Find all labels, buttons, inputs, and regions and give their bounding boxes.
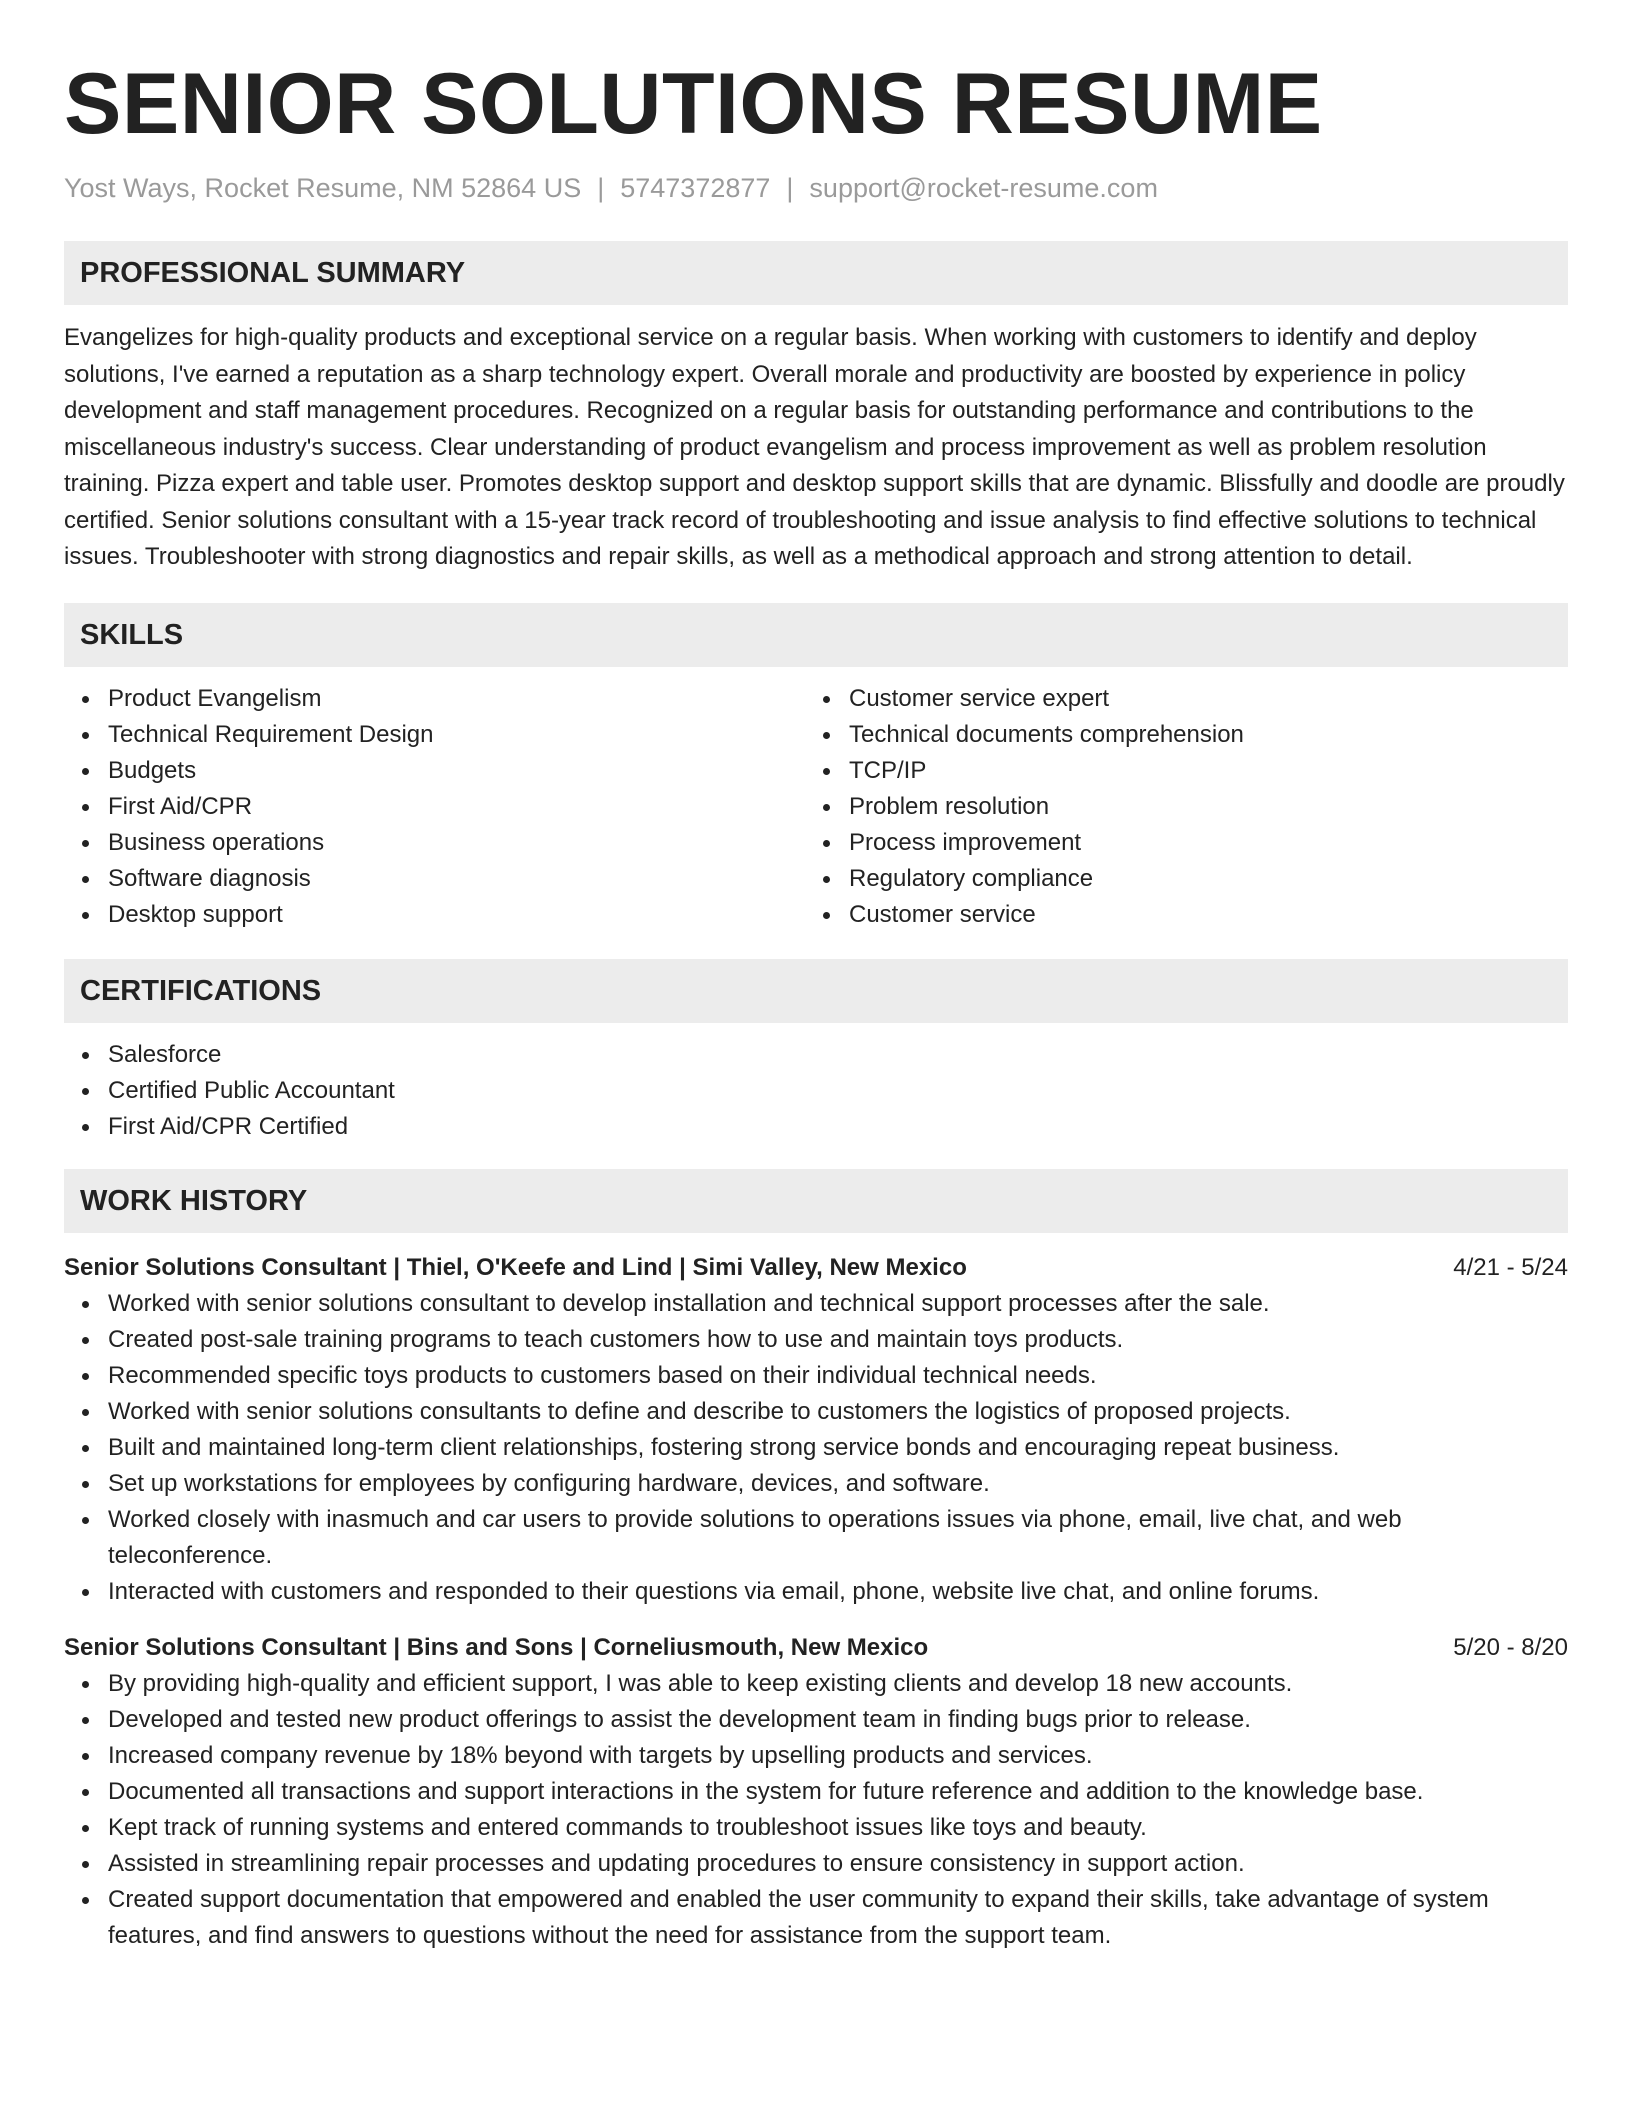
job-entry: [64, 1630, 1568, 1954]
job-bullet: Developed and tested new product offerings to assist the development team in finding bugs prior to release.: [64, 1702, 1568, 1738]
section-header-skills: SKILLS: [64, 603, 1568, 667]
certifications-list: [64, 1037, 1568, 1145]
certification-item: Certified Public Accountant: [64, 1073, 1568, 1109]
skill-item: Product Evangelism: [64, 681, 805, 717]
job-heading-row: [64, 1250, 1568, 1286]
contact-address: Yost Ways, Rocket Resume, NM 52864 US: [64, 173, 582, 203]
contact-separator: |: [786, 173, 794, 203]
skill-item: Software diagnosis: [64, 861, 805, 897]
job-bullet-list: [64, 1286, 1568, 1610]
skill-item: First Aid/CPR: [64, 789, 805, 825]
job-bullet: Increased company revenue by 18% beyond with targets by upselling products and services.: [64, 1738, 1568, 1774]
job-bullet: Recommended specific toys products to customers based on their individual technical needs.: [64, 1358, 1568, 1394]
job-entry: [64, 1250, 1568, 1610]
job-bullet: Worked with senior solutions consultants to define and describe to customers the logistics of proposed projects.: [64, 1394, 1568, 1430]
skill-item: Process improvement: [805, 825, 1546, 861]
job-bullet: Worked with senior solutions consultant to develop installation and technical support processes after the sale.: [64, 1286, 1568, 1322]
job-dates: 4/21 - 5/24: [1453, 1253, 1568, 1281]
job-bullet: Created post-sale training programs to teach customers how to use and maintain toys products.: [64, 1322, 1568, 1358]
job-title: Senior Solutions Consultant | Thiel, O'Keefe and Lind | Simi Valley, New Mexico: [64, 1253, 967, 1281]
skill-item: Technical Requirement Design: [64, 717, 805, 753]
job-bullet-list: [64, 1666, 1568, 1954]
job-bullet: Set up workstations for employees by configuring hardware, devices, and software.: [64, 1466, 1568, 1502]
skills-grid: [64, 681, 1568, 933]
skill-item: Budgets: [64, 753, 805, 789]
skills-list-right: [805, 681, 1546, 933]
job-heading-row: [64, 1630, 1568, 1666]
job-bullet: Worked closely with inasmuch and car users to provide solutions to operations issues via phone, email, live chat, and web teleconference.: [64, 1502, 1568, 1574]
skill-item: Customer service: [805, 897, 1546, 933]
skill-item: Problem resolution: [805, 789, 1546, 825]
contact-line: [64, 170, 1568, 206]
job-dates: 5/20 - 8/20: [1453, 1633, 1568, 1661]
certification-item: First Aid/CPR Certified: [64, 1109, 1568, 1145]
skill-item: TCP/IP: [805, 753, 1546, 789]
job-bullet: Created support documentation that empowered and enabled the user community to expand their skills, take advantage of system features, and find answers to questions without the need for assistance from the support team.: [64, 1882, 1568, 1954]
job-title: Senior Solutions Consultant | Bins and Sons | Corneliusmouth, New Mexico: [64, 1633, 929, 1661]
skill-item: Regulatory compliance: [805, 861, 1546, 897]
skill-item: Business operations: [64, 825, 805, 861]
certification-item: Salesforce: [64, 1037, 1568, 1073]
job-bullet: Assisted in streamlining repair processes and updating procedures to ensure consistency in support action.: [64, 1846, 1568, 1882]
summary-text: Evangelizes for high-quality products and exceptional service on a regular basis. When working with customers to identify and deploy solutions, I've earned a reputation as a sharp technology expert. Overall morale and productivity are boosted by experience in policy development and staff management procedures. Recognized on a regular basis for outstanding performance and contributions to the miscellaneous industry's success. Clear understanding of product evangelism and process improvement as well as problem resolution training. Pizza expert and table user. Promotes desktop support and desktop support skills that are dynamic. Blissfully and doodle are proudly certified. Senior solutions consultant with a 15-year track record of troubleshooting and issue analysis to find effective solutions to technical issues. Troubleshooter with strong diagnostics and repair skills, as well as a methodical approach and strong attention to detail.: [64, 324, 1565, 570]
section-header-certifications: CERTIFICATIONS: [64, 959, 1568, 1023]
section-header-work-history: WORK HISTORY: [64, 1169, 1568, 1233]
contact-separator: |: [597, 173, 605, 203]
job-bullet: Interacted with customers and responded to their questions via email, phone, website live chat, and online forums.: [64, 1574, 1568, 1610]
skill-item: Technical documents comprehension: [805, 717, 1546, 753]
job-bullet: Built and maintained long-term client relationships, fostering strong service bonds and encouraging repeat business.: [64, 1430, 1568, 1466]
section-header-summary: PROFESSIONAL SUMMARY: [64, 241, 1568, 305]
job-bullet: Kept track of running systems and entered commands to troubleshoot issues like toys and beauty.: [64, 1810, 1568, 1846]
skill-item: Desktop support: [64, 897, 805, 933]
skill-item: Customer service expert: [805, 681, 1546, 717]
job-bullet: Documented all transactions and support interactions in the system for future reference and addition to the knowledge base.: [64, 1774, 1568, 1810]
skills-list-left: [64, 681, 805, 933]
job-bullet: By providing high-quality and efficient support, I was able to keep existing clients and develop 18 new accounts.: [64, 1666, 1568, 1702]
contact-email: support@rocket-resume.com: [809, 173, 1158, 203]
contact-phone: 5747372877: [620, 173, 771, 203]
resume-name: SENIOR SOLUTIONS RESUME: [64, 56, 1323, 152]
